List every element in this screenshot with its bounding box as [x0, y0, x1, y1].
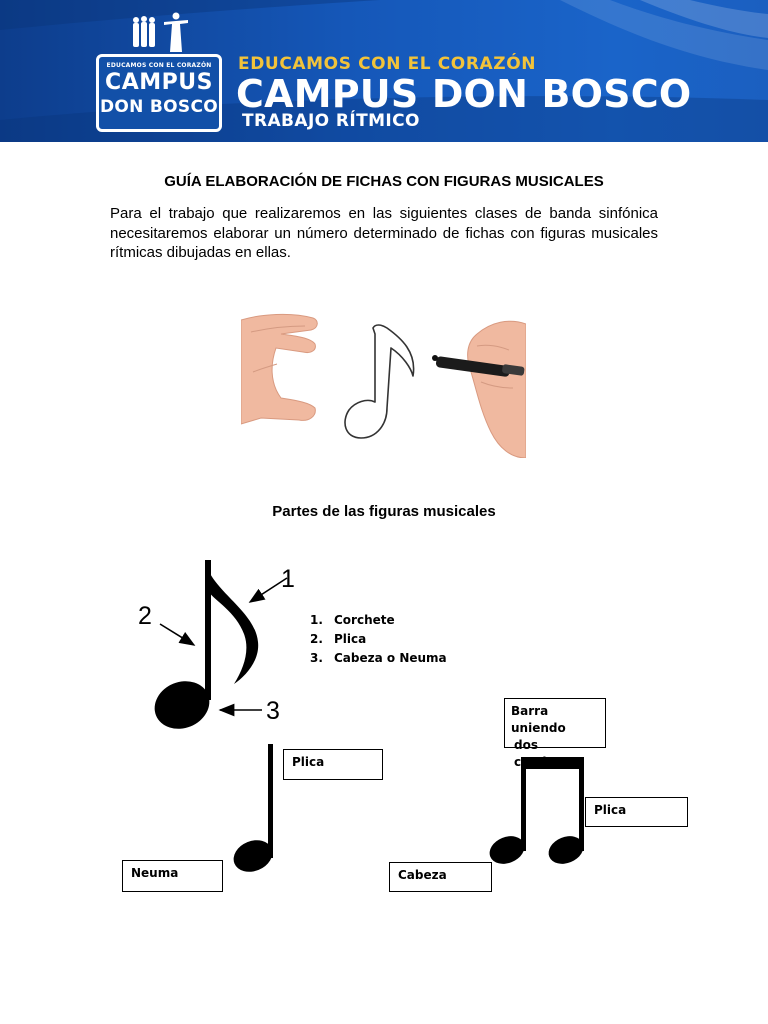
beamed-eighths-figure [485, 757, 587, 869]
eighth-stem-label: Plica [585, 797, 688, 827]
hands-drawing-note-illustration [241, 312, 526, 458]
quarter-note-figure [229, 744, 277, 877]
document-title: GUÍA ELABORACIÓN DE FICHAS CON FIGURAS MUSICALES [164, 173, 604, 190]
logo-top-text: EDUCAMOS CON EL CORAZÓN [106, 62, 212, 69]
banner-subtitle: EDUCAMOS CON EL CORAZÓN [238, 54, 537, 74]
callout-3: 3 [266, 697, 280, 725]
section-title: Partes de las figuras musicales [272, 503, 496, 520]
note-parts-diagram [0, 540, 768, 920]
header-banner [0, 0, 768, 142]
list-item: 2. Plica [310, 632, 367, 646]
arrow-2 [160, 624, 194, 645]
logo-figures-icon [128, 8, 208, 54]
campus-logo [96, 54, 222, 132]
list-item: 1. Corchete [310, 613, 395, 627]
logo-line-campus: CAMPUS [105, 70, 213, 95]
quarter-head-label: Neuma [122, 860, 223, 892]
note-parts-list [310, 611, 447, 668]
logo-line-don-bosco: DON BOSCO [100, 97, 218, 117]
banner-tag: TRABAJO RÍTMICO [242, 111, 420, 131]
banner-title: CAMPUS DON BOSCO [236, 72, 692, 116]
callout-2: 2 [138, 602, 152, 630]
list-item: 3. Cabeza o Neuma [310, 651, 447, 665]
intro-paragraph: Para el trabajo que realizaremos en las siguientes clases de banda sinfónica necesitaremos elaborar un número determinado de fichas con figuras musicales rítmicas dibujadas en ellas. [110, 205, 658, 261]
beam-label: Barra uniendo dos corcheas [504, 698, 606, 748]
quarter-stem-label: Plica [283, 749, 383, 780]
eighth-head-label: Cabeza [389, 862, 492, 892]
callout-1: 1 [281, 565, 295, 593]
